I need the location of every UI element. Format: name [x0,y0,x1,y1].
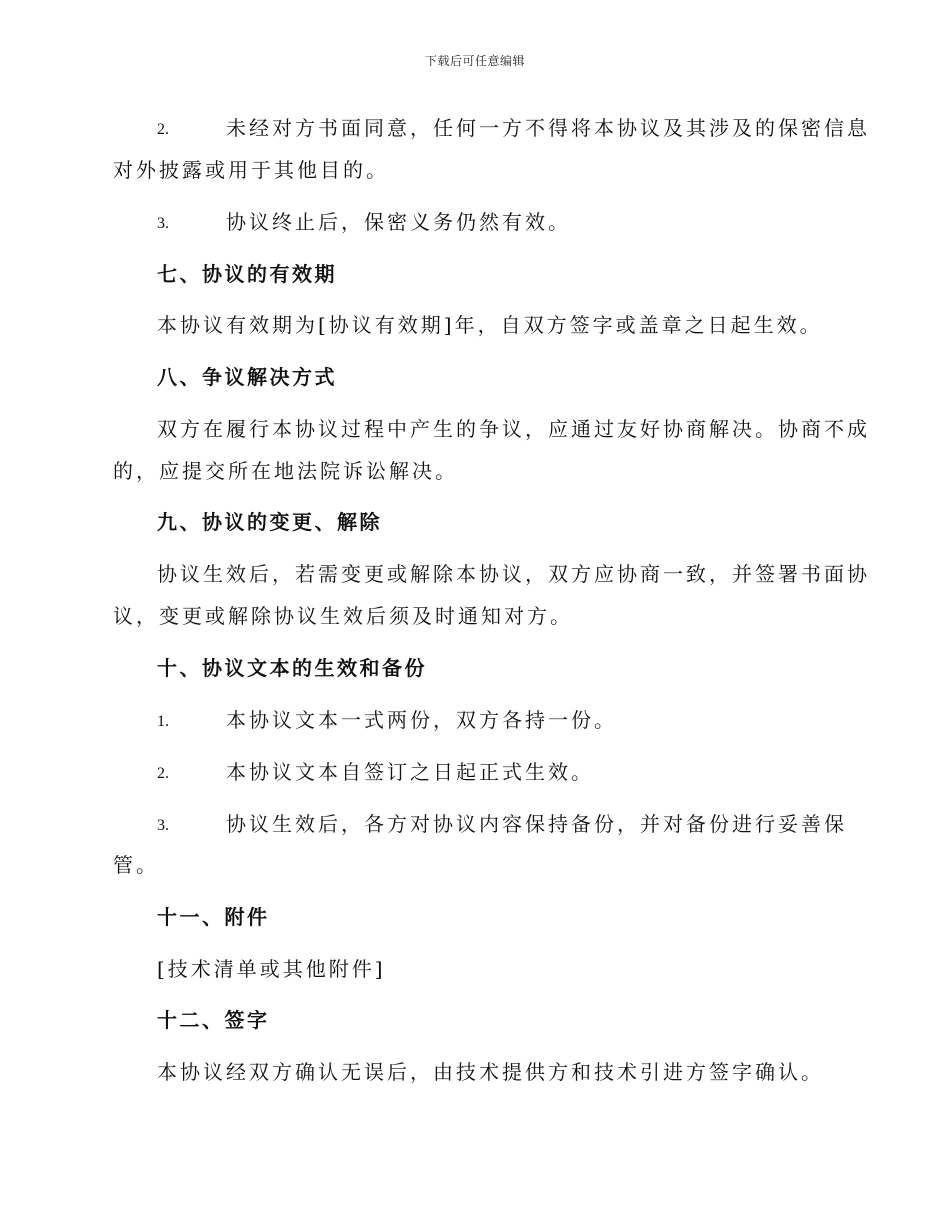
list-text-continued: 管。 [113,853,159,877]
list-number: 1. [157,713,169,730]
paragraph: 本协议有效期为[协议有效期]年，自双方签字或盖章之日起生效。 [157,313,823,337]
section-heading: 十二、签字 [157,1008,270,1032]
paragraph: 双方在履行本协议过程中产生的争议，应通过友好协商解决。协商不成 [157,417,870,441]
list-text: 未经对方书面同意，任何一方不得将本协议及其涉及的保密信息 [226,116,870,140]
list-text: 本协议文本自签订之日起正式生效。 [226,760,594,784]
paragraph-continued: 的，应提交所在地法院诉讼解决。 [113,459,458,483]
list-text-continued: 对外披露或用于其他目的。 [113,158,389,182]
section-heading: 七、协议的有效期 [157,262,337,286]
paragraph-continued: 议，变更或解除协议生效后须及时通知对方。 [113,604,573,628]
list-number: 3. [157,817,169,834]
paragraph: 协议生效后，若需变更或解除本协议，双方应协商一致，并签署书面协 [157,562,870,586]
list-text: 协议生效后，各方对协议内容保持备份，并对备份进行妥善保 [226,812,847,836]
list-text: 本协议文本一式两份，双方各持一份。 [226,708,617,732]
list-number: 2. [157,765,169,782]
paragraph: [技术清单或其他附件] [157,957,386,981]
list-number: 3. [157,215,169,232]
section-heading: 九、协议的变更、解除 [157,510,382,534]
section-heading: 十一、附件 [157,905,270,929]
section-heading: 十、协议文本的生效和备份 [157,656,427,680]
page-header: 下载后可任意编辑 [424,54,525,68]
paragraph: 本协议经双方确认无误后，由技术提供方和技术引进方签字确认。 [157,1060,824,1084]
section-heading: 八、争议解决方式 [157,365,337,389]
list-number: 2. [157,121,169,138]
list-text: 协议终止后，保密义务仍然有效。 [226,210,571,234]
